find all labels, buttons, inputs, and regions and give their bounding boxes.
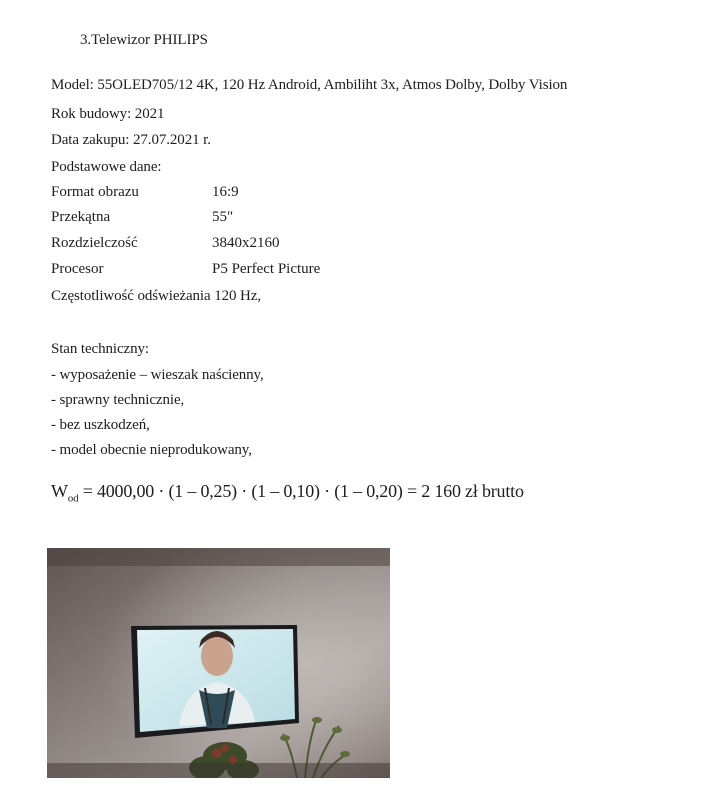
spec-value: 3840x2160 <box>212 235 280 251</box>
tv-photo <box>47 548 390 778</box>
stan-item: - sprawny technicznie, <box>51 392 185 408</box>
spec-label: Przekątna <box>51 209 111 225</box>
formula-subscript: od <box>67 492 79 505</box>
data-zakupu-line: Data zakupu: 27.07.2021 r. <box>51 132 211 148</box>
formula-w: W <box>51 481 68 501</box>
spec-value: P5 Perfect Picture <box>212 261 321 277</box>
stan-techniczny-heading: Stan techniczny: <box>51 341 149 357</box>
stan-item: - wyposażenie – wieszak naścienny, <box>51 367 264 383</box>
spec-label: Procesor <box>51 261 104 277</box>
spec-label: Rozdzielczość <box>51 235 138 251</box>
czestotliwosc-line: Częstotliwość odświeżania 120 Hz, <box>51 288 261 304</box>
rok-budowy-line: Rok budowy: 2021 <box>51 106 165 122</box>
spec-value: 16:9 <box>212 184 239 200</box>
model-line: Model: 55OLED705/12 4K, 120 Hz Android, Ambiliht 3x, Atmos Dolby, Dolby Vision <box>51 77 568 93</box>
stan-item: - model obecnie nieprodukowany, <box>51 442 252 458</box>
value-formula <box>51 481 524 505</box>
spec-label: Format obrazu <box>51 184 139 200</box>
podstawowe-dane-line: Podstawowe dane: <box>51 159 162 175</box>
formula-expression: = 4000,00 · (1 – 0,25) · (1 – 0,10) · (1 – 0,20) = 2 160 zł brutto <box>78 481 524 501</box>
section-title: 3.Telewizor PHILIPS <box>80 32 208 48</box>
stan-item: - bez uszkodzeń, <box>51 417 150 433</box>
spec-value: 55" <box>212 209 234 225</box>
